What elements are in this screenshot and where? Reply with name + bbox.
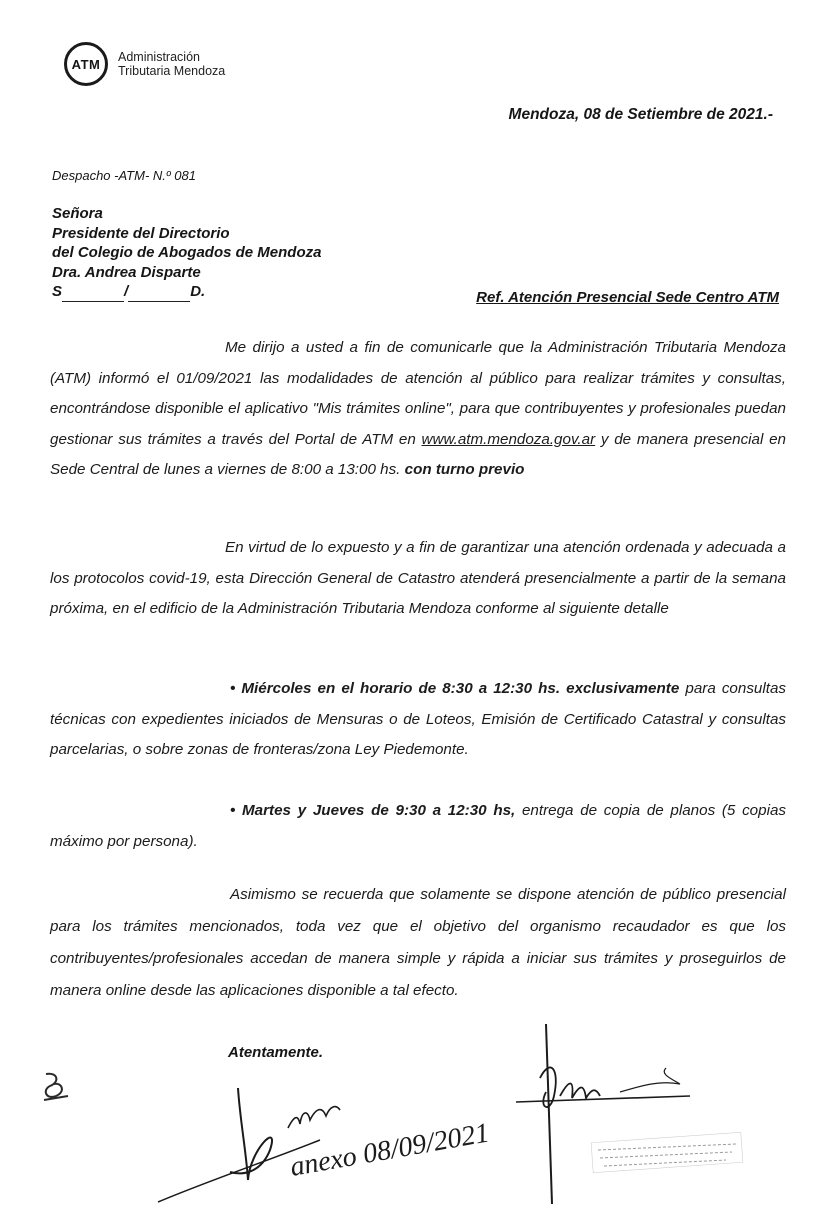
paragraph-3-text: Asimismo se recuerda que solamente se dispone atención de público presencial para los trámites mencionados, toda vez que el objetivo del organismo recaudador es que los contribuyentes/profesionales accedan de manera simple y rápida a iniciar sus trámites y proseguirlos de manera online desde las aplicaciones disponible a tal efecto. [50, 886, 786, 999]
reference-line: Ref. Atención Presencial Sede Centro ATM [476, 289, 779, 306]
paragraph-1-bold: con turno previo [404, 461, 525, 478]
letter-date: Mendoza, 08 de Setiembre de 2021.- [508, 106, 773, 123]
handwritten-date: anexo 08/09/2021 [287, 1117, 492, 1183]
recipient-sd-line [52, 282, 321, 302]
recipient-slash: / [124, 283, 129, 300]
closing-line: Atentamente. [228, 1044, 324, 1061]
bullet-martes-jueves-text: entrega de copia de planos (5 copias máximo por persona). [50, 802, 786, 850]
bullet-miercoles-text: para consultas técnicas con expedientes iniciados de Mensuras o de Loteos, Emisión de Certificado Catastral y consultas parcelarias, o sobre zonas de fronteras/zona Ley Piedemonte. [50, 680, 786, 758]
recipient-s: S [52, 283, 63, 300]
handwritten-received-signature [150, 1080, 492, 1210]
recipient-line-2: Presidente del Directorio [52, 224, 230, 242]
paragraph-2 [50, 533, 786, 625]
recipient-line-1: Señora [52, 205, 103, 222]
paragraph-1-text-2: y de manera presencial en Sede Central de lunes a viernes de 8:00 a 13:00 hs. [50, 430, 786, 478]
bullet-miercoles-bold: • Miércoles en el horario de 8:30 a 12:30 hs. exclusivamente [230, 680, 680, 697]
director-signature [510, 1018, 760, 1213]
despacho-number: Despacho -ATM- N.º 081 [52, 168, 196, 183]
bullet-miercoles [50, 674, 786, 766]
recipient-blank-1 [62, 287, 124, 302]
bullet-martes-jueves [50, 796, 786, 857]
bullet-martes-jueves-bold: • Martes y Jueves de 9:30 a 12:30 hs, [230, 802, 516, 819]
paragraph-1 [50, 333, 786, 486]
atm-logo-text [118, 50, 225, 78]
recipient-line-3: del Colegio de Abogados de Mendoza [52, 244, 322, 261]
recipient-block [52, 204, 321, 302]
atm-logo [64, 42, 225, 86]
recipient-blank-2 [128, 287, 190, 302]
atm-logo-mark: ATM [64, 42, 108, 86]
paragraph-2-text: En virtud de lo expuesto y a fin de garantizar una atención ordenada y adecuada a los protocolos covid-19, esta Dirección General de Catastro atenderá presencialmente a partir de la semana próxima, en el edificio de la Administración Tributaria Mendoza conforme al siguiente detalle [50, 539, 786, 617]
recipient-line-4: Dra. Andrea Disparte [52, 263, 201, 281]
atm-website-link[interactable]: www.atm.mendoza.gov.ar [421, 430, 596, 448]
initials-mark [40, 1070, 72, 1104]
paragraph-1-text: Me dirijo a usted a fin de comunicarle que la Administración Tributaria Mendoza (ATM) informó el 01/09/2021 las modalidades de atención al público para realizar trámites y consultas, encontrándose disponible el aplicativo "Mis trámites online", para que contribuyentes y profesionales puedan gestionar sus trámites a través del Portal de ATM en [50, 339, 786, 448]
logo-line-2: Tributaria Mendoza [118, 64, 226, 78]
recipient-d: D. [190, 283, 206, 300]
paragraph-3 [50, 879, 786, 1007]
logo-line-1: Administración [118, 50, 200, 64]
